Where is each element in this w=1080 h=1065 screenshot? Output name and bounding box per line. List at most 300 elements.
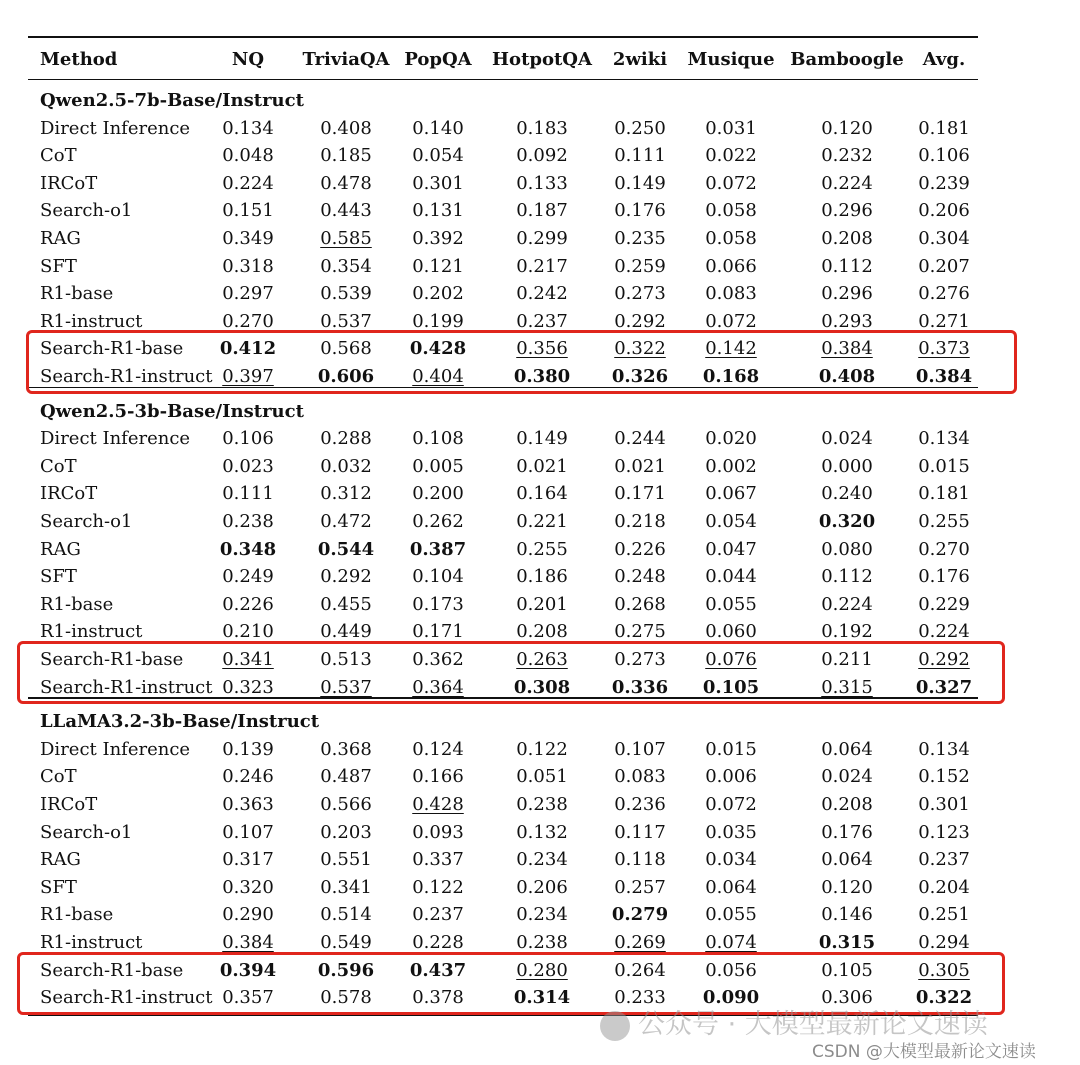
score-cell: 0.201 <box>516 593 568 615</box>
section-title-row <box>28 398 978 425</box>
score-cell: 0.108 <box>412 428 464 450</box>
score-cell: 0.539 <box>320 283 372 305</box>
score-cell: 0.306 <box>821 987 873 1009</box>
table-header-row <box>28 46 978 73</box>
score-cell: 0.132 <box>516 821 568 843</box>
score-cell: 0.149 <box>516 428 568 450</box>
score-cell: 0.234 <box>516 904 568 926</box>
score-cell: 0.304 <box>918 228 970 249</box>
score-cell: 0.305 <box>918 959 970 981</box>
score-cell: 0.323 <box>222 676 274 698</box>
score-cell: 0.133 <box>516 172 568 194</box>
score-cell: 0.134 <box>918 428 970 450</box>
section-title: LLaMA3.2-3b-Base/Instruct <box>40 711 320 733</box>
score-cell: 0.322 <box>915 987 973 1009</box>
score-cell: 0.257 <box>614 876 666 898</box>
score-cell: 0.322 <box>614 338 666 360</box>
method-name: IRCoT <box>40 483 98 505</box>
wechat-logo-icon <box>600 1011 630 1041</box>
score-cell: 0.152 <box>918 766 970 788</box>
score-cell: 0.317 <box>222 849 274 871</box>
score-cell: 0.312 <box>320 483 372 505</box>
column-header: HotpotQA <box>492 49 592 70</box>
score-cell: 0.251 <box>918 904 970 926</box>
method-name: Search-R1-base <box>40 959 184 981</box>
score-cell: 0.112 <box>821 255 873 277</box>
score-cell: 0.208 <box>516 621 568 643</box>
score-cell: 0.276 <box>918 283 970 305</box>
score-cell: 0.067 <box>705 483 757 505</box>
score-cell: 0.362 <box>412 649 464 670</box>
score-cell: 0.384 <box>915 366 973 387</box>
score-cell: 0.544 <box>317 538 375 560</box>
score-cell: 0.031 <box>705 117 757 139</box>
score-cell: 0.363 <box>222 794 274 815</box>
table-row <box>28 901 978 928</box>
score-cell: 0.292 <box>320 566 372 588</box>
score-cell: 0.118 <box>614 849 666 871</box>
score-cell: 0.123 <box>918 821 970 843</box>
score-cell: 0.443 <box>320 200 372 222</box>
table-row <box>28 253 978 280</box>
table-row <box>28 170 978 197</box>
method-name: R1-base <box>40 593 114 615</box>
score-cell: 0.112 <box>821 566 873 588</box>
score-cell: 0.048 <box>222 145 274 167</box>
score-cell: 0.149 <box>614 172 666 194</box>
score-cell: 0.394 <box>219 959 277 981</box>
score-cell: 0.224 <box>918 621 970 643</box>
method-name: R1-instruct <box>40 621 143 643</box>
column-header: Method <box>40 49 118 70</box>
table-row <box>28 197 978 224</box>
score-cell: 0.208 <box>821 228 873 249</box>
column-header: Avg. <box>922 49 966 70</box>
score-cell: 0.232 <box>821 145 873 167</box>
score-cell: 0.146 <box>821 904 873 926</box>
score-cell: 0.280 <box>516 959 568 981</box>
section-title: Qwen2.5-3b-Base/Instruct <box>40 400 304 422</box>
score-cell: 0.207 <box>918 255 970 277</box>
method-name: CoT <box>40 766 77 788</box>
score-cell: 0.105 <box>702 676 760 698</box>
score-cell: 0.015 <box>705 738 757 760</box>
method-name: Search-R1-instruct <box>40 987 213 1009</box>
score-cell: 0.341 <box>320 876 372 898</box>
table-row <box>28 425 978 452</box>
method-name: R1-instruct <box>40 310 143 332</box>
score-cell: 0.051 <box>516 766 568 788</box>
method-name: Search-R1-base <box>40 649 184 670</box>
watermark-logo <box>600 1002 988 1041</box>
score-cell: 0.315 <box>821 676 873 698</box>
score-cell: 0.076 <box>705 649 757 670</box>
highlight-box <box>17 641 1005 704</box>
score-cell: 0.292 <box>614 310 666 332</box>
score-cell: 0.058 <box>705 200 757 222</box>
score-cell: 0.134 <box>222 117 274 139</box>
score-cell: 0.240 <box>821 483 873 505</box>
table-row <box>28 142 978 169</box>
score-cell: 0.120 <box>821 117 873 139</box>
score-cell: 0.271 <box>918 310 970 332</box>
score-cell: 0.384 <box>821 338 873 360</box>
method-name: Search-o1 <box>40 821 133 843</box>
score-cell: 0.072 <box>705 172 757 194</box>
score-cell: 0.404 <box>412 366 464 387</box>
score-cell: 0.308 <box>513 676 571 698</box>
score-cell: 0.055 <box>705 904 757 926</box>
method-name: Search-o1 <box>40 200 133 222</box>
score-cell: 0.035 <box>705 821 757 843</box>
table-row <box>28 225 978 252</box>
score-cell: 0.083 <box>614 766 666 788</box>
score-cell: 0.487 <box>320 766 372 788</box>
score-cell: 0.297 <box>222 283 274 305</box>
method-name: RAG <box>40 849 81 871</box>
score-cell: 0.301 <box>918 794 970 815</box>
method-name: R1-instruct <box>40 932 143 953</box>
score-cell: 0.262 <box>412 511 464 532</box>
score-cell: 0.183 <box>516 117 568 139</box>
table-row <box>28 791 978 818</box>
score-cell: 0.364 <box>412 676 464 698</box>
score-cell: 0.005 <box>412 455 464 477</box>
score-cell: 0.229 <box>918 593 970 615</box>
table-row <box>28 563 978 590</box>
method-name: Direct Inference <box>40 738 191 760</box>
score-cell: 0.093 <box>412 821 464 843</box>
score-cell: 0.058 <box>705 228 757 249</box>
score-cell: 0.060 <box>705 621 757 643</box>
score-cell: 0.020 <box>705 428 757 450</box>
score-cell: 0.206 <box>516 876 568 898</box>
method-name: Search-R1-base <box>40 338 184 360</box>
score-cell: 0.513 <box>320 649 372 670</box>
table-row <box>28 280 978 307</box>
column-header: Musique <box>687 49 775 70</box>
score-cell: 0.268 <box>614 593 666 615</box>
score-cell: 0.092 <box>516 145 568 167</box>
method-name: SFT <box>40 566 77 588</box>
score-cell: 0.217 <box>516 255 568 277</box>
table-row <box>28 453 978 480</box>
method-name: R1-base <box>40 904 114 926</box>
score-cell: 0.275 <box>614 621 666 643</box>
score-cell: 0.242 <box>516 283 568 305</box>
score-cell: 0.176 <box>614 200 666 222</box>
score-cell: 0.537 <box>320 676 372 698</box>
score-cell: 0.064 <box>821 738 873 760</box>
score-cell: 0.326 <box>611 366 669 387</box>
watermark-source: CSDN @大模型最新论文速读 <box>812 1042 1036 1062</box>
table-row <box>28 480 978 507</box>
score-cell: 0.315 <box>818 932 876 953</box>
score-cell: 0.106 <box>918 145 970 167</box>
score-cell: 0.294 <box>918 932 970 953</box>
method-name: SFT <box>40 876 77 898</box>
score-cell: 0.327 <box>915 676 973 698</box>
score-cell: 0.549 <box>320 932 372 953</box>
score-cell: 0.021 <box>516 455 568 477</box>
score-cell: 0.238 <box>222 511 274 532</box>
score-cell: 0.514 <box>320 904 372 926</box>
score-cell: 0.072 <box>705 794 757 815</box>
score-cell: 0.293 <box>821 310 873 332</box>
score-cell: 0.273 <box>614 283 666 305</box>
score-cell: 0.239 <box>918 172 970 194</box>
table-row <box>28 736 978 763</box>
score-cell: 0.356 <box>516 338 568 360</box>
score-cell: 0.596 <box>317 959 375 981</box>
score-cell: 0.320 <box>222 876 274 898</box>
score-cell: 0.412 <box>219 338 277 360</box>
score-cell: 0.288 <box>320 428 372 450</box>
score-cell: 0.408 <box>818 366 876 387</box>
section-title-row <box>28 87 978 114</box>
header-bottom-rule <box>28 79 978 80</box>
score-cell: 0.270 <box>918 538 970 560</box>
score-cell: 0.171 <box>412 621 464 643</box>
method-name: IRCoT <box>40 794 98 815</box>
score-cell: 0.106 <box>222 428 274 450</box>
score-cell: 0.301 <box>412 172 464 194</box>
score-cell: 0.066 <box>705 255 757 277</box>
score-cell: 0.290 <box>222 904 274 926</box>
method-name: Direct Inference <box>40 428 191 450</box>
score-cell: 0.237 <box>918 849 970 871</box>
score-cell: 0.237 <box>412 904 464 926</box>
score-cell: 0.348 <box>219 538 277 560</box>
score-cell: 0.269 <box>614 932 666 953</box>
score-cell: 0.047 <box>705 538 757 560</box>
score-cell: 0.585 <box>320 228 372 249</box>
score-cell: 0.124 <box>412 738 464 760</box>
score-cell: 0.176 <box>918 566 970 588</box>
score-cell: 0.164 <box>516 483 568 505</box>
score-cell: 0.368 <box>320 738 372 760</box>
table-row <box>28 763 978 790</box>
column-header: NQ <box>231 49 265 70</box>
score-cell: 0.336 <box>611 676 669 698</box>
score-cell: 0.341 <box>222 649 274 670</box>
score-cell: 0.234 <box>516 849 568 871</box>
method-name: IRCoT <box>40 172 98 194</box>
score-cell: 0.117 <box>614 821 666 843</box>
score-cell: 0.428 <box>409 338 467 360</box>
column-header: Bamboogle <box>790 49 904 70</box>
score-cell: 0.337 <box>412 849 464 871</box>
score-cell: 0.072 <box>705 310 757 332</box>
score-cell: 0.248 <box>614 566 666 588</box>
score-cell: 0.449 <box>320 621 372 643</box>
score-cell: 0.044 <box>705 566 757 588</box>
column-header: TriviaQA <box>302 49 390 70</box>
score-cell: 0.204 <box>918 876 970 898</box>
score-cell: 0.392 <box>412 228 464 249</box>
score-cell: 0.378 <box>412 987 464 1009</box>
score-cell: 0.122 <box>516 738 568 760</box>
table-row <box>28 115 978 142</box>
score-cell: 0.166 <box>412 766 464 788</box>
score-cell: 0.244 <box>614 428 666 450</box>
score-cell: 0.181 <box>918 117 970 139</box>
score-cell: 0.259 <box>614 255 666 277</box>
score-cell: 0.142 <box>705 338 757 360</box>
method-name: SFT <box>40 255 77 277</box>
score-cell: 0.107 <box>614 738 666 760</box>
score-cell: 0.054 <box>705 511 757 532</box>
score-cell: 0.064 <box>705 876 757 898</box>
score-cell: 0.140 <box>412 117 464 139</box>
score-cell: 0.107 <box>222 821 274 843</box>
score-cell: 0.121 <box>412 255 464 277</box>
score-cell: 0.235 <box>614 228 666 249</box>
score-cell: 0.200 <box>412 483 464 505</box>
score-cell: 0.578 <box>320 987 372 1009</box>
score-cell: 0.224 <box>222 172 274 194</box>
method-name: Search-R1-instruct <box>40 366 213 387</box>
score-cell: 0.090 <box>702 987 760 1009</box>
table-row <box>28 536 978 563</box>
score-cell: 0.238 <box>516 932 568 953</box>
score-cell: 0.173 <box>412 593 464 615</box>
score-cell: 0.000 <box>821 455 873 477</box>
score-cell: 0.292 <box>918 649 970 670</box>
score-cell: 0.273 <box>614 649 666 670</box>
score-cell: 0.233 <box>614 987 666 1009</box>
score-cell: 0.478 <box>320 172 372 194</box>
score-cell: 0.270 <box>222 310 274 332</box>
score-cell: 0.606 <box>317 366 375 387</box>
score-cell: 0.151 <box>222 200 274 222</box>
table-row <box>28 591 978 618</box>
column-header: 2wiki <box>612 49 668 70</box>
score-cell: 0.024 <box>821 428 873 450</box>
score-cell: 0.131 <box>412 200 464 222</box>
score-cell: 0.566 <box>320 794 372 815</box>
score-cell: 0.299 <box>516 228 568 249</box>
score-cell: 0.296 <box>821 283 873 305</box>
column-header: PopQA <box>404 49 472 70</box>
score-cell: 0.104 <box>412 566 464 588</box>
score-cell: 0.168 <box>702 366 760 387</box>
score-cell: 0.357 <box>222 987 274 1009</box>
score-cell: 0.181 <box>918 483 970 505</box>
table-row <box>28 508 978 535</box>
method-name: Search-o1 <box>40 511 133 532</box>
score-cell: 0.218 <box>614 511 666 532</box>
table-top-rule <box>28 36 978 38</box>
score-cell: 0.354 <box>320 255 372 277</box>
score-cell: 0.373 <box>918 338 970 360</box>
score-cell: 0.387 <box>409 538 467 560</box>
table-row <box>28 819 978 846</box>
score-cell: 0.296 <box>821 200 873 222</box>
method-name: RAG <box>40 538 81 560</box>
table-row <box>28 846 978 873</box>
score-cell: 0.408 <box>320 117 372 139</box>
section-title-row <box>28 708 978 735</box>
score-cell: 0.264 <box>614 959 666 981</box>
score-cell: 0.171 <box>614 483 666 505</box>
score-cell: 0.226 <box>614 538 666 560</box>
score-cell: 0.380 <box>513 366 571 387</box>
score-cell: 0.238 <box>516 794 568 815</box>
score-cell: 0.437 <box>409 959 467 981</box>
section-title: Qwen2.5-7b-Base/Instruct <box>40 90 304 111</box>
score-cell: 0.384 <box>222 932 274 953</box>
score-cell: 0.226 <box>222 593 274 615</box>
method-name: CoT <box>40 455 77 477</box>
watermark-logo-text: 公众号 · 大模型最新论文速读 <box>638 1009 988 1040</box>
score-cell: 0.176 <box>821 821 873 843</box>
score-cell: 0.074 <box>705 932 757 953</box>
score-cell: 0.056 <box>705 959 757 981</box>
method-name: CoT <box>40 145 77 167</box>
score-cell: 0.032 <box>320 455 372 477</box>
table-row <box>28 874 978 901</box>
score-cell: 0.080 <box>821 538 873 560</box>
score-cell: 0.021 <box>614 455 666 477</box>
score-cell: 0.224 <box>821 172 873 194</box>
highlight-box <box>26 330 1017 393</box>
score-cell: 0.314 <box>513 987 571 1009</box>
score-cell: 0.428 <box>412 794 464 815</box>
score-cell: 0.255 <box>918 511 970 532</box>
score-cell: 0.199 <box>412 310 464 332</box>
score-cell: 0.211 <box>821 649 873 670</box>
score-cell: 0.208 <box>821 794 873 815</box>
score-cell: 0.187 <box>516 200 568 222</box>
score-cell: 0.250 <box>614 117 666 139</box>
score-cell: 0.202 <box>412 283 464 305</box>
score-cell: 0.002 <box>705 455 757 477</box>
score-cell: 0.320 <box>818 511 876 532</box>
score-cell: 0.064 <box>821 849 873 871</box>
score-cell: 0.210 <box>222 621 274 643</box>
score-cell: 0.055 <box>705 593 757 615</box>
score-cell: 0.111 <box>222 483 274 505</box>
score-cell: 0.472 <box>320 511 372 532</box>
score-cell: 0.224 <box>821 593 873 615</box>
score-cell: 0.551 <box>320 849 372 871</box>
score-cell: 0.236 <box>614 794 666 815</box>
score-cell: 0.192 <box>821 621 873 643</box>
method-name: Direct Inference <box>40 117 191 139</box>
score-cell: 0.034 <box>705 849 757 871</box>
score-cell: 0.206 <box>918 200 970 222</box>
score-cell: 0.263 <box>516 649 568 670</box>
method-name: Search-R1-instruct <box>40 676 213 698</box>
score-cell: 0.122 <box>412 876 464 898</box>
score-cell: 0.105 <box>821 959 873 981</box>
method-name: RAG <box>40 228 81 249</box>
score-cell: 0.139 <box>222 738 274 760</box>
score-cell: 0.237 <box>516 310 568 332</box>
score-cell: 0.228 <box>412 932 464 953</box>
score-cell: 0.054 <box>412 145 464 167</box>
score-cell: 0.279 <box>611 904 669 926</box>
score-cell: 0.568 <box>320 338 372 360</box>
score-cell: 0.111 <box>614 145 666 167</box>
score-cell: 0.455 <box>320 593 372 615</box>
score-cell: 0.015 <box>918 455 970 477</box>
method-name: R1-base <box>40 283 114 305</box>
score-cell: 0.397 <box>222 366 274 387</box>
score-cell: 0.022 <box>705 145 757 167</box>
score-cell: 0.537 <box>320 310 372 332</box>
